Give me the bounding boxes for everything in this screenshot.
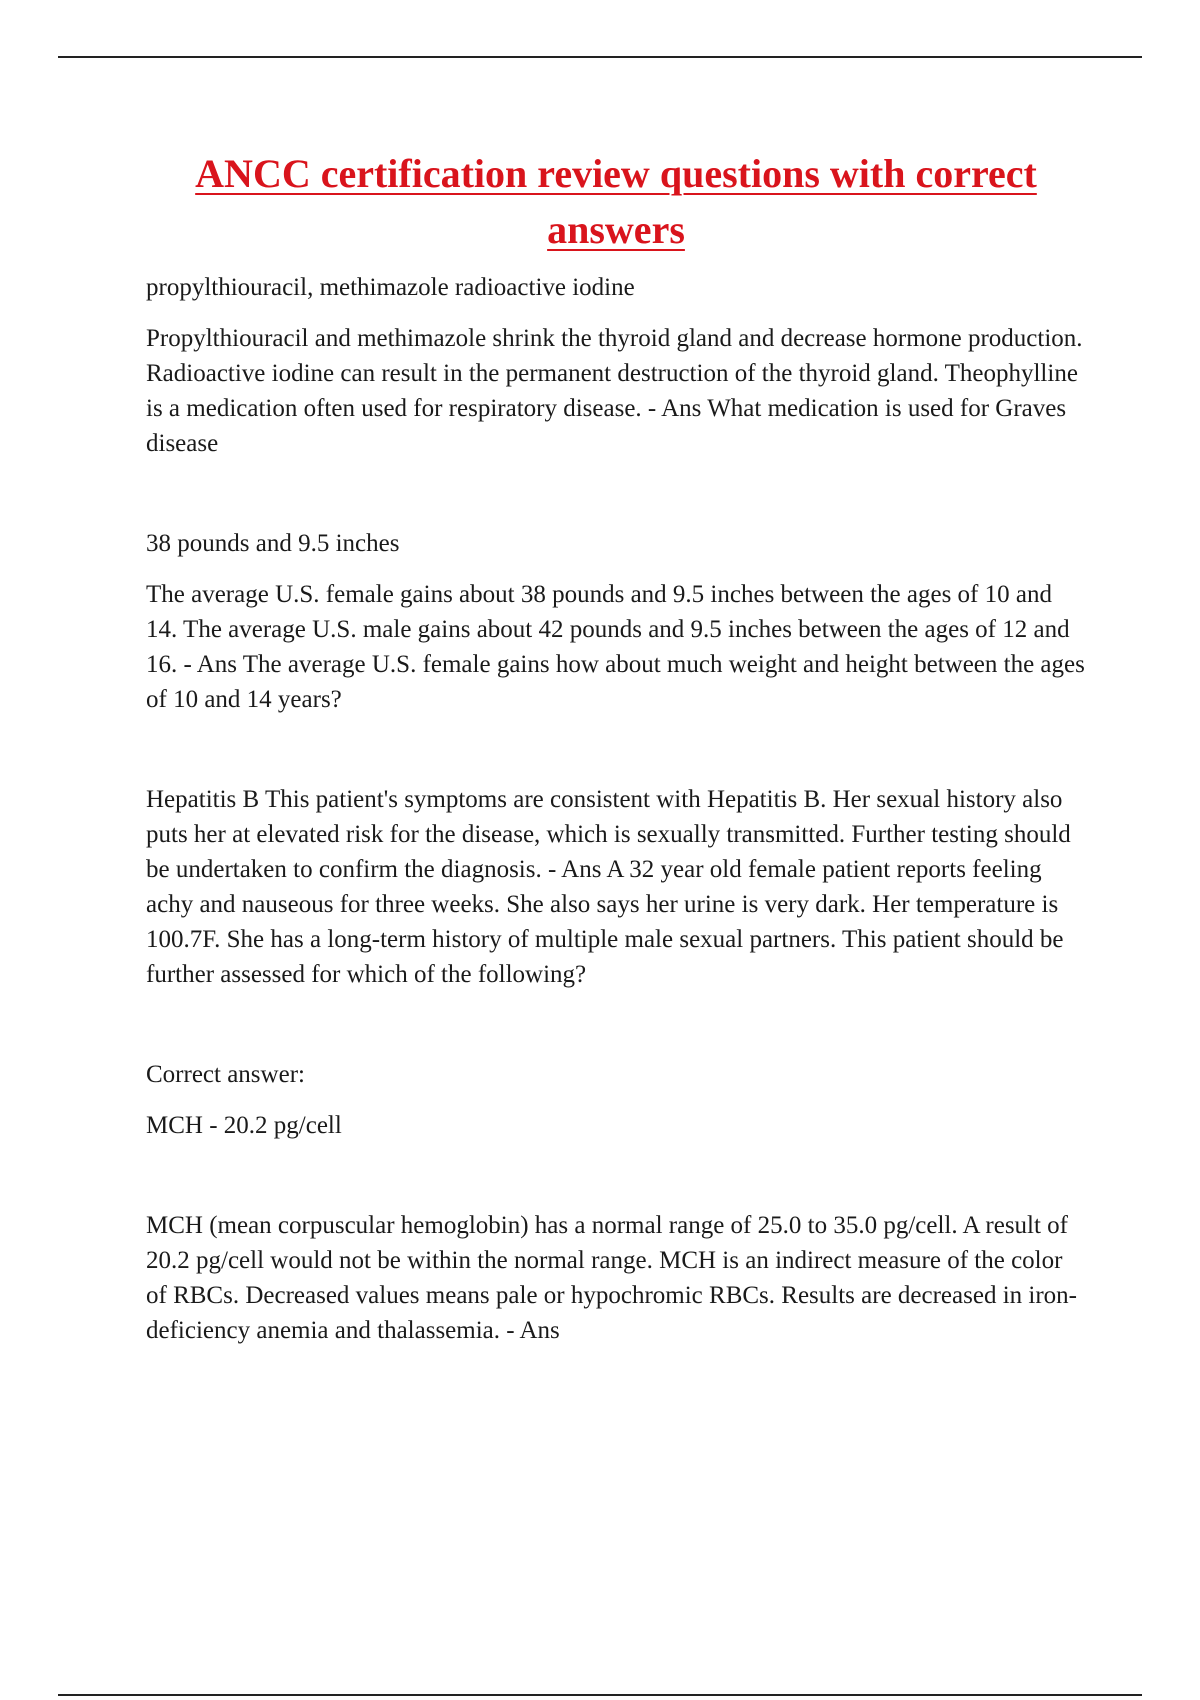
answer-graves-medication: propylthiouracil, methimazole radioactive iodine	[146, 274, 635, 301]
bottom-divider	[58, 1694, 1142, 1696]
explanation-female-growth: The average U.S. female gains about 38 pounds and 9.5 inches between the ages of 10 and 14. The average U.S. male gains about 42 pounds and 9.5 inches between the ages of 12 and 16. - Ans The average U.S. female gains how about much weight and height between the ages of 10 and 14 years?	[146, 581, 1085, 713]
correct-answer-label: Correct answer:	[146, 1061, 305, 1088]
document-body	[146, 270, 1086, 1348]
answer-mch-value: MCH - 20.2 pg/cell	[146, 1112, 342, 1139]
explanation-graves-medication: Propylthiouracil and methimazole shrink the thyroid gland and decrease hormone production. Radioactive iodine can result in the permanent destruction of the thyroid gland. Theophylline is a medication often used for respiratory disease. - Ans What medication is used for Graves disease	[146, 325, 1083, 457]
top-divider	[58, 56, 1142, 58]
explanation-mch: MCH (mean corpuscular hemoglobin) has a normal range of 25.0 to 35.0 pg/cell. A result of 20.2 pg/cell would not be within the normal range. MCH is an indirect measure of the color of RBCs. Decreased values means pale or hypochromic RBCs. Results are decreased in iron-deficiency anemia and thalassemia. - Ans	[146, 1212, 1077, 1344]
explanation-hepatitis-b: Hepatitis B This patient's symptoms are consistent with Hepatitis B. Her sexual history also puts her at elevated risk for the disease, which is sexually transmitted. Further testing should be undertaken to confirm the diagnosis. - Ans A 32 year old female patient reports feeling achy and nauseous for three weeks. She also says her urine is very dark. Her temperature is 100.7F. She has a long-term history of multiple male sexual partners. This patient should be further assessed for which of the following?	[146, 786, 1071, 988]
document-title: ANCC certification review questions with correct answers	[195, 151, 1037, 252]
answer-female-growth: 38 pounds and 9.5 inches	[146, 530, 400, 557]
